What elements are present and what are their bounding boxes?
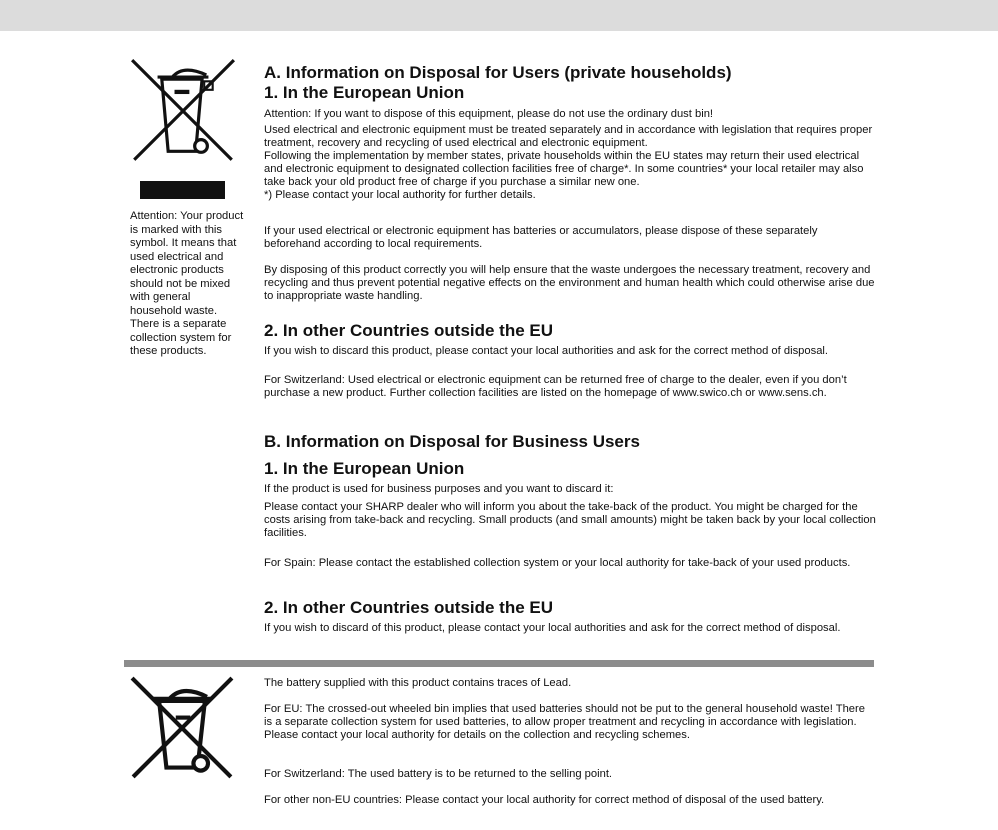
section-a-title: A. Information on Disposal for Users (private households) [264,63,732,82]
section-divider [124,660,874,667]
paragraph: *) Please contact your local authority for further details. [264,189,536,201]
paragraph: Please contact your SHARP dealer who will inform you about the take-back of the product. You might be charged for the costs arising from take-back and recycling. Small products (and small amounts) might be taken back by your local collection facilities. [264,501,876,539]
section-b-other-title: 2. In other Countries outside the EU [264,598,554,617]
paragraph: For EU: The crossed-out wheeled bin implies that used batteries should not be put to the general household waste! There is a separate collection system for used batteries, to allow proper treatment and recycling in accordance with legislation. Please contact your local authority for details on the collection and recycling schemes. [264,703,865,741]
paragraph: By disposing of this product correctly you will help ensure that the waste undergoes the necessary treatment, recovery and recycling and thus prevent potential negative effects on the environment and human health which could otherwise arise due to inappropriate waste handling. [264,264,875,302]
section-b-eu-title: 1. In the European Union [264,459,465,478]
crossed-battery-bin-icon [130,675,234,781]
section-a-other-title: 2. In other Countries outside the EU [264,321,554,340]
crossed-bin-icon [130,58,236,164]
paragraph: For Spain: Please contact the established collection system or your local authority for take-back of your used products. [264,557,851,569]
paragraph: For Switzerland: Used electrical or electronic equipment can be returned free of charge to the dealer, even if you don’t purchase a new product. Further collection facilities are listed on the homepage of www.swico.ch or www.sens.ch. [264,374,847,399]
paragraph: If the product is used for business purposes and you want to discard it: [264,483,614,495]
section-a-eu-title: 1. In the European Union [264,83,465,102]
paragraph: Used electrical and electronic equipment must be treated separately and in accordance with legislation that requires proper treatment, recovery and recycling of used electrical and electronic equipment. [264,124,873,149]
paragraph: Following the implementation by member states, private households within the EU states may return their used electrical and electronic equipment to designated collection facilities free of charge*. In some countries* your local retailer may also take back your old product free of charge if you purchase a similar new one. [264,150,864,188]
section-b-title: B. Information on Disposal for Business Users [264,432,640,451]
paragraph: For other non-EU countries: Please contact your local authority for correct method of disposal of the used battery. [264,794,825,806]
symbol-note: Attention: Your product is marked with this symbol. It means that used electrical and electronic products should not be mixed with general household waste. There is a separate collection system for these products. [130,210,244,357]
viewer-toolbar [0,0,998,31]
paragraph: If you wish to discard of this product, please contact your local authorities and ask for the correct method of disposal. [264,622,841,634]
paragraph: The battery supplied with this product contains traces of Lead. [264,677,572,689]
paragraph: Attention: If you want to dispose of this equipment, please do not use the ordinary dust bin! [264,108,714,120]
paragraph: If you wish to discard this product, please contact your local authorities and ask for the correct method of disposal. [264,345,829,357]
paragraph: For Switzerland: The used battery is to be returned to the selling point. [264,768,613,780]
black-bar-symbol [140,181,225,199]
paragraph: If your used electrical or electronic equipment has batteries or accumulators, please dispose of these separately beforehand according to local requirements. [264,225,818,250]
